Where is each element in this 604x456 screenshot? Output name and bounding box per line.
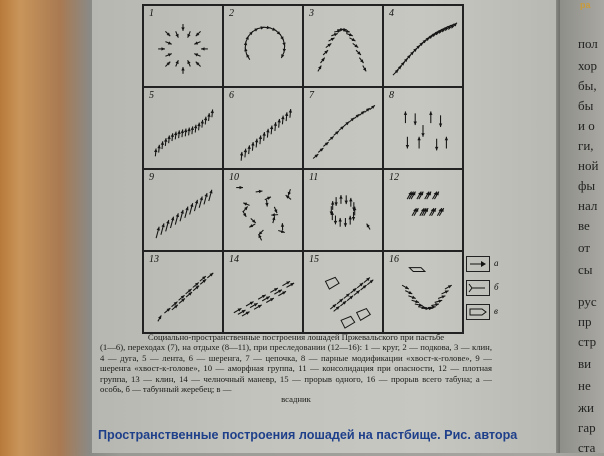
figure-cell: [143, 251, 223, 333]
legend-label-a: а: [494, 258, 499, 268]
right-page-line: фы: [578, 178, 595, 194]
figure-cell: [223, 251, 303, 333]
figure-cell: [383, 251, 463, 333]
cell-number: 12: [389, 172, 399, 183]
figure-cell: [223, 169, 303, 251]
caption-line-1: Социально-пространственные построения лошадей Пржевальского при пастьбе: [100, 332, 492, 342]
formation-drawing: [384, 88, 462, 168]
cell-number: 9: [149, 172, 154, 183]
formation-drawing: [224, 6, 302, 86]
right-page-line: жи: [578, 400, 594, 416]
right-page-line: от: [578, 240, 590, 256]
formation-drawing: [304, 170, 382, 250]
figure-caption: [100, 332, 492, 405]
formation-drawing: [384, 6, 462, 86]
figure-cell: [383, 87, 463, 169]
formation-drawing: [144, 88, 222, 168]
figure-cell: [303, 251, 383, 333]
cell-number: 10: [229, 172, 239, 183]
formation-drawing: [144, 170, 222, 250]
formation-drawing: [384, 252, 462, 332]
formation-drawing: [224, 88, 302, 168]
cell-number: 1: [149, 8, 154, 19]
right-page-line: бы: [578, 98, 593, 114]
figure-cell: [303, 87, 383, 169]
formation-drawing: [144, 252, 222, 332]
cell-number: 14: [229, 254, 239, 265]
right-page-line: рус: [578, 294, 597, 310]
right-page-line: и о: [578, 118, 595, 134]
right-page-line: хор: [578, 58, 597, 74]
formation-drawing: [384, 170, 462, 250]
cell-number: 16: [389, 254, 399, 265]
right-page-line: ви: [578, 356, 591, 372]
right-page-line: пр: [578, 314, 591, 330]
cell-number: 4: [389, 8, 394, 19]
right-page-line: не: [578, 378, 591, 394]
figure-cell: [223, 5, 303, 87]
figure-grid: [142, 4, 464, 334]
cell-number: 7: [309, 90, 314, 101]
legend-box-individual: [466, 256, 490, 272]
formation-drawing: [304, 88, 382, 168]
figure-cell: [223, 87, 303, 169]
figure-cell: [143, 87, 223, 169]
cell-number: 3: [309, 8, 314, 19]
cell-number: 8: [389, 90, 394, 101]
right-page-line: пол: [578, 36, 598, 52]
cell-number: 11: [309, 172, 318, 183]
right-page-line: бы,: [578, 78, 597, 94]
legend-label-b: б: [494, 282, 499, 292]
right-page-line: стр: [578, 334, 596, 350]
cell-number: 6: [229, 90, 234, 101]
right-page-line: ной: [578, 158, 598, 174]
formation-drawing: [304, 252, 382, 332]
figure-cell: [383, 5, 463, 87]
caption-last-line: всадник: [100, 394, 492, 404]
formation-drawing: [304, 6, 382, 86]
figure-cell: [383, 169, 463, 251]
formation-drawing: [144, 6, 222, 86]
cell-number: 15: [309, 254, 319, 265]
cell-number: 5: [149, 90, 154, 101]
page-corner-text: ра: [580, 0, 591, 10]
right-page-line: сы: [578, 262, 593, 278]
right-page-line: ста: [578, 440, 595, 456]
legend-box-stallion: [466, 280, 490, 296]
figure-cell: [303, 5, 383, 87]
cell-number: 2: [229, 8, 234, 19]
figure-cell: [143, 169, 223, 251]
legend-box-rider: [466, 304, 490, 320]
figure-title: Пространственные построения лошадей на пастбище. Рис. автора: [98, 428, 538, 442]
right-page-line: ве: [578, 218, 590, 234]
figure-cell: [303, 169, 383, 251]
right-page-line: гар: [578, 420, 596, 436]
formation-drawing: [224, 252, 302, 332]
figure-legend: [466, 256, 500, 322]
legend-label-v: в: [494, 306, 498, 316]
right-page-line: ги,: [578, 138, 594, 154]
formation-drawing: [224, 170, 302, 250]
right-page-line: нал: [578, 198, 597, 214]
cell-number: 13: [149, 254, 159, 265]
caption-body: (1—6), переходах (7), на отдыхе (8—11), при преследовании (12—16): 1 — круг, 2 — подкова, 3 — клин, 4 — дуга, 5 — лента, 6 — шеренга, 7 — цепочка, 8 — парные модификации «хвост-к-голове», 9 — шеренга «хвост-к-голове», 10 — аморфная группа, 11 — консолидация при опасности, 12 — плотная группа, 13 — клин, 14 — челночный маневр, 15 — прорыв одного, 16 — прорыв всего табуна; а — особь, б — табунный жеребец; в —: [100, 342, 492, 394]
figure-cell: [143, 5, 223, 87]
